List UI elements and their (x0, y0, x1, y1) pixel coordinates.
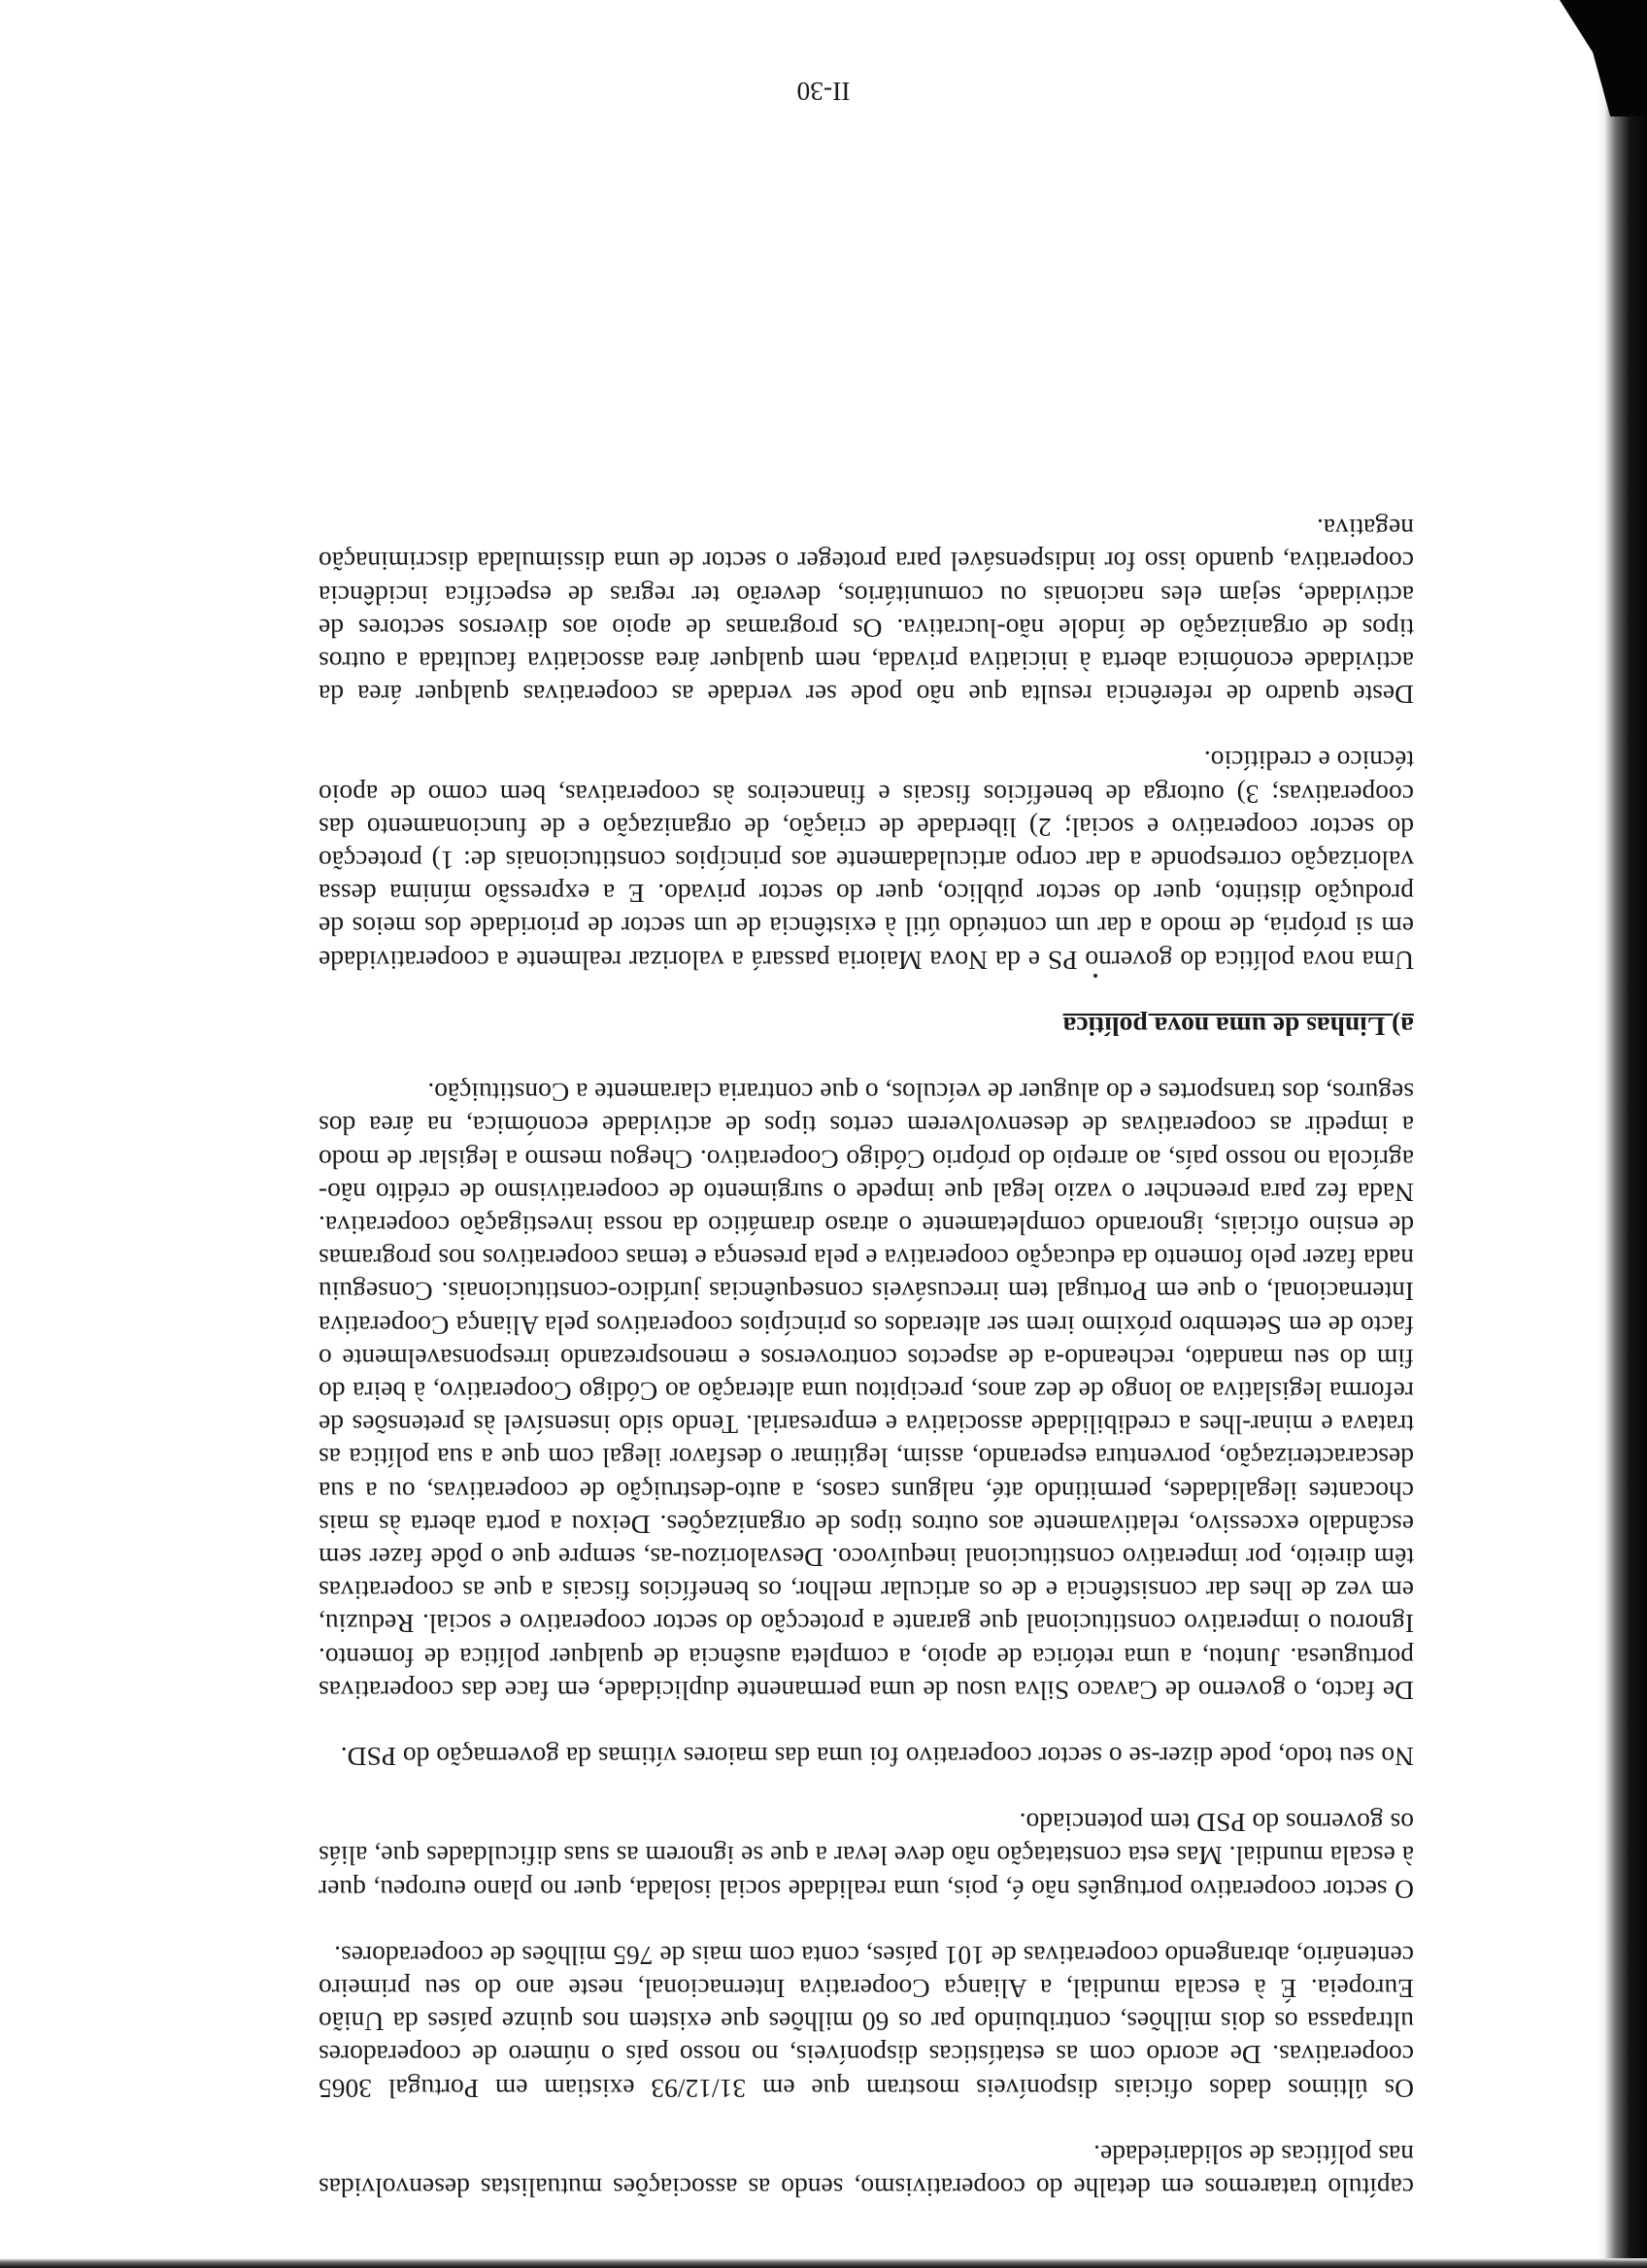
paragraph: Deste quadro de referência resulta que não pode ser verdade as cooperativas qualquer área da actividade económica aberta à iniciativa privada, nem qualquer área associativa facultada a outros tipos de organização de índole não-lucrativa. Os programas de apoio aos diversos sectores de actividade, sejam eles nacionais ou comunitários, deverão ter regras de específica incidência cooperativa, quando isso for indispensável para proteger o sector de uma dissimulada discriminação negativa. (319, 514, 1414, 711)
paragraph: capítulo trataremos em detalhe do cooperativismo, sendo as associações mutualistas desenvolvidas nas políticas de solidariedade. (319, 2139, 1414, 2203)
paragraph: De facto, o governo de Cavaco Silva usou de uma permanente duplicidade, em face das cooperativas portuguesa. Juntou, a uma retórica de apoio, a completa ausência de qualquer política de fomento. Ignorou o imperativo constitucional que garante a protecção do sector cooperativo e social. Reduziu, em vez de lhes dar consistência e de os articular melhor, os benefícios fiscais a que as cooperativas têm direito, por imperativo constitucional inequívoco. Desvalorizou-as, sempre que o pôde fazer sem escândalo excessivo, relativamente aos outros tipos de organizações. Deixou a porta aberta às mais chocantes ilegalidades, permitindo até, nalguns casos, a auto-destruição de cooperativas, ou a sua descaracterização, porventura esperando, assim, legitimar o desfavor ilegal com que a sua política as tratava e minar-lhes a credibilidade associativa e empresarial. Tendo sido insensível às pretensões de reforma legislativa ao longo de dez anos, precipitou uma alteração ao Código Cooperativo, à beira do fim do seu mandato, recheando-a de aspectos controversos e menosprezando irresponsavelmente o facto de em Setembro próximo irem ser alterados os princípios cooperativos pela Aliança Cooperativa Internacional, o que em Portugal tem irrecusáveis consequências jurídico-constitucionais. Conseguiu nada fazer pelo fomento da educação cooperativa e pela presença e temas cooperativos nos programas de ensino oficiais, ignorando completamente o atraso dramático da nossa investigação cooperativa. Nada fez para preencher o vazio legal que impede o surgimento de cooperativismo de crédito não-agrícola no nosso país, ao arrepio do próprio Código Cooperativo. Chegou mesmo a legislar de modo a impedir as cooperativas de desenvolverem certos tipos de actividade económica, na área dos seguros, dos transportes e do aluguer de veículos, o que contraria claramente a Constituição. (319, 1078, 1414, 1706)
page-body (319, 512, 1414, 2204)
paragraph: O sector cooperativo português não é, pois, uma realidade social isolada, quer no plano europeu, quer à escala mundial. Mas esta constatação não deve levar a que se ignorem as suas dificuldades que, aliás os governos do PSD tem potenciado. (319, 1808, 1414, 1905)
section-heading: a) Linhas de uma nova política (1062, 1011, 1414, 1042)
paragraph: Os últimos dados oficiais disponíveis mostram que em 31/12/93 existiam em Portugal 3065 cooperativas. De acordo com as estatísticas disponíveis, no nosso país o número de cooperadores ultrapassa os dois milhões, contribuindo par os 60 milhões que existem nos quinze países da União Europeia. É à escala mundial, a Aliança Cooperativa Internacional, neste ano do seu primeiro centenário, abrangendo cooperativas de 101 países, conta com mais de 765 milhões de cooperadores. (319, 1940, 1414, 2104)
page-number: II-30 (796, 77, 851, 107)
paragraph: No seu todo, pode dizer-se o sector cooperativo foi uma das maiores vítimas da governação do PSD. (340, 1741, 1414, 1772)
paragraph: Uma nova política do governo PS e da Nova Maioria passará a valorizar realmente a cooperatividade em si própria, de modo a dar um conteúdo útil à existência de um sector de prioridade dos meios de produção distinto, quer do sector público, quer do sector privado. E a expressão mínima dessa valorização corresponde a dar corpo articuladamente aos princípios constitucionais de: 1) protecção do sector cooperativo e social; 2) liberdade de criação, de organização e de funcionamento das cooperativas; 3) outorga de benefícios fiscais e financeiros às cooperativas, bem como de apoio técnico e creditício. (319, 746, 1414, 976)
